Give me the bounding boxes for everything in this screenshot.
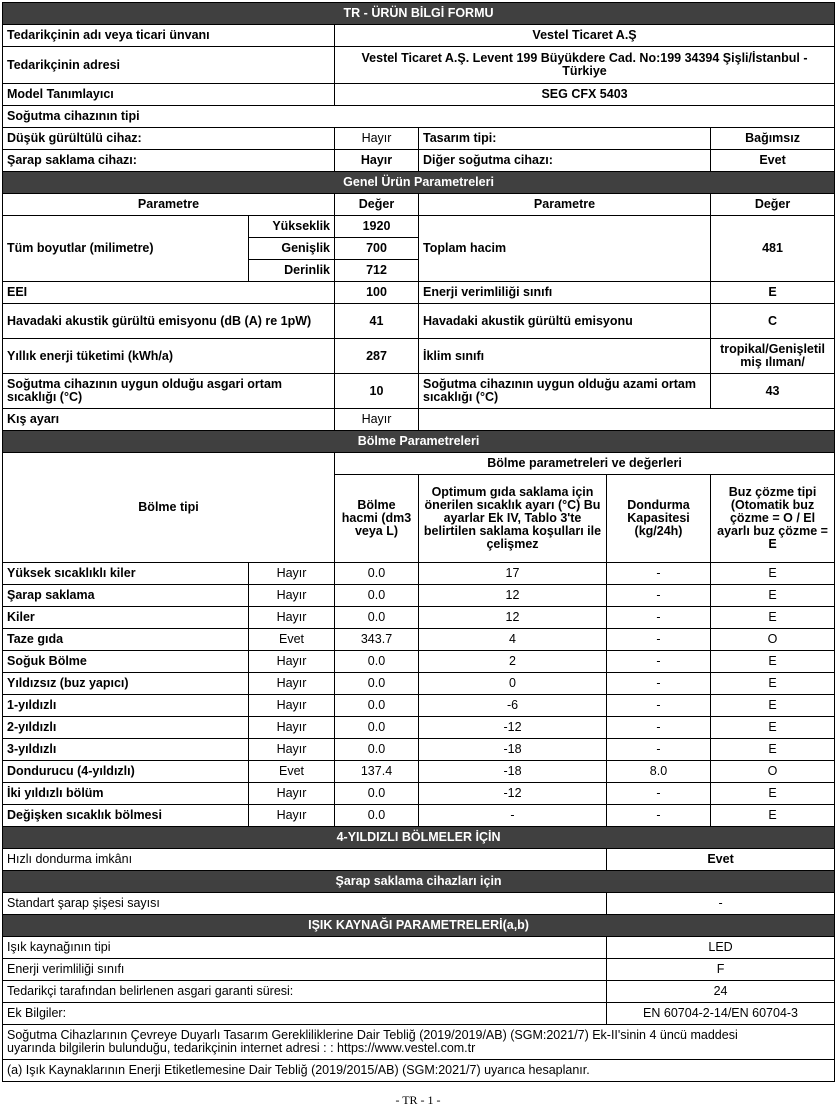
- compartment-defrost: O: [711, 761, 835, 783]
- form-title: TR - ÜRÜN BİLGİ FORMU: [3, 3, 835, 25]
- product-info-form: [2, 2, 835, 1082]
- eei-value: 100: [335, 282, 419, 304]
- table-row: [3, 651, 835, 673]
- compartment-present: Hayır: [249, 717, 335, 739]
- compartment-present: Hayır: [249, 739, 335, 761]
- compartment-defrost: E: [711, 673, 835, 695]
- wine-section-title: Şarap saklama cihazları için: [3, 871, 835, 893]
- compartment-present: Hayır: [249, 563, 335, 585]
- table-row: [3, 717, 835, 739]
- depth-label: Derinlik: [249, 260, 335, 282]
- design-type-value: Bağımsız: [711, 128, 835, 150]
- compartment-defrost: E: [711, 695, 835, 717]
- dimensions-label: Tüm boyutlar (milimetre): [3, 216, 249, 282]
- compartment-freeze: -: [607, 695, 711, 717]
- low-noise-label: Düşük gürültülü cihaz:: [3, 128, 335, 150]
- compartment-rows: [3, 563, 835, 827]
- supplier-address-value: [335, 47, 835, 84]
- compartment-present: Hayır: [249, 607, 335, 629]
- compartment-name: Şarap saklama: [3, 585, 249, 607]
- compartment-defrost: E: [711, 783, 835, 805]
- energy-class-value: E: [711, 282, 835, 304]
- compartment-name: 2-yıldızlı: [3, 717, 249, 739]
- compartment-present: Evet: [249, 629, 335, 651]
- compartment-freeze: -: [607, 563, 711, 585]
- eei-label: EEI: [3, 282, 335, 304]
- compartment-temp: -12: [419, 717, 607, 739]
- compartment-freeze: -: [607, 629, 711, 651]
- compartment-present: Hayır: [249, 585, 335, 607]
- compartment-type-header: Bölme tipi: [3, 453, 335, 563]
- compartment-defrost: E: [711, 717, 835, 739]
- compartment-temp: 12: [419, 585, 607, 607]
- model-label: Model Tanımlayıcı: [3, 84, 335, 106]
- other-appliance-label: Diğer soğutma cihazı:: [419, 150, 711, 172]
- volume-header: Bölme hacmi (dm3 veya L): [335, 475, 419, 563]
- wine-appliance-label: Şarap saklama cihazı:: [3, 150, 335, 172]
- light-section-title: IŞIK KAYNAĞI PARAMETRELERİ(a,b): [3, 915, 835, 937]
- compartment-present: Hayır: [249, 805, 335, 827]
- compartment-freeze: -: [607, 783, 711, 805]
- annual-energy-label: Yıllık enerji tüketimi (kWh/a): [3, 339, 335, 374]
- param-header-right: Parametre: [419, 194, 711, 216]
- compartment-freeze: -: [607, 585, 711, 607]
- compartment-defrost: E: [711, 651, 835, 673]
- compartment-name: Kiler: [3, 607, 249, 629]
- compartment-defrost: E: [711, 805, 835, 827]
- other-appliance-value: Evet: [711, 150, 835, 172]
- compartment-temp: 4: [419, 629, 607, 651]
- table-row: [3, 783, 835, 805]
- fast-freeze-value: Evet: [607, 849, 835, 871]
- compartment-temp: 12: [419, 607, 607, 629]
- compartment-params-header: Bölme parametreleri ve değerleri: [335, 453, 835, 475]
- light-class-value: F: [607, 959, 835, 981]
- empty-cell: [419, 409, 835, 431]
- compartment-temp: -18: [419, 739, 607, 761]
- defrost-type-header: Buz çözme tipi (Otomatik buz çözme = O / El ayarlı buz çözme = E: [711, 475, 835, 563]
- compartment-name: Yıldızsız (buz yapıcı): [3, 673, 249, 695]
- max-temp-label: Soğutma cihazının uygun olduğu azami ortam sıcaklığı (°C): [419, 374, 711, 409]
- compartment-name: 3-yıldızlı: [3, 739, 249, 761]
- param-header-left: Parametre: [3, 194, 335, 216]
- noise-value: 41: [335, 304, 419, 339]
- table-row: [3, 761, 835, 783]
- compartment-volume: 0.0: [335, 563, 419, 585]
- compartment-freeze: -: [607, 607, 711, 629]
- table-row: [3, 673, 835, 695]
- compartment-defrost: E: [711, 739, 835, 761]
- light-class-label: Enerji verimliliği sınıfı: [3, 959, 607, 981]
- table-row: [3, 739, 835, 761]
- compartment-freeze: -: [607, 673, 711, 695]
- supplier-name-label: Tedarikçinin adı veya ticari ünvanı: [3, 25, 335, 47]
- page-number: - TR - 1 -: [395, 1093, 441, 1107]
- max-temp-value: 43: [711, 374, 835, 409]
- compartment-temp: -18: [419, 761, 607, 783]
- wine-appliance-value: Hayır: [335, 150, 419, 172]
- noise-label: Havadaki akustik gürültü emisyonu (dB (A) re 1pW): [3, 304, 335, 339]
- width-value: 700: [335, 238, 419, 260]
- total-volume-value: 481: [711, 216, 835, 282]
- extra-info-label: Ek Bilgiler:: [3, 1003, 607, 1025]
- width-label: Genişlik: [249, 238, 335, 260]
- compartment-temp: -: [419, 805, 607, 827]
- compartment-temp: -12: [419, 783, 607, 805]
- noise-class-value: C: [711, 304, 835, 339]
- annual-energy-value: 287: [335, 339, 419, 374]
- compartment-temp: 0: [419, 673, 607, 695]
- compartment-name: Dondurucu (4-yıldızlı): [3, 761, 249, 783]
- compartment-volume: 343.7: [335, 629, 419, 651]
- min-temp-label: Soğutma cihazının uygun olduğu asgari ortam sıcaklığı (°C): [3, 374, 335, 409]
- address-line-2: Türkiye: [562, 64, 607, 78]
- climate-line-2: miş ılıman/: [740, 355, 805, 369]
- compartment-section-title: Bölme Parametreleri: [3, 431, 835, 453]
- compartment-temp: -6: [419, 695, 607, 717]
- compartment-temp: 2: [419, 651, 607, 673]
- compartment-volume: 0.0: [335, 651, 419, 673]
- climate-class-value: [711, 339, 835, 374]
- climate-class-label: İklim sınıfı: [419, 339, 711, 374]
- compartment-volume: 0.0: [335, 739, 419, 761]
- energy-class-label: Enerji verimliliği sınıfı: [419, 282, 711, 304]
- address-line-1: Vestel Ticaret A.Ş. Levent 199 Büyükdere Cad. No:199 34394 Şişli/İstanbul -: [361, 51, 808, 65]
- compartment-temp: 17: [419, 563, 607, 585]
- compartment-present: Hayır: [249, 695, 335, 717]
- compartment-name: 1-yıldızlı: [3, 695, 249, 717]
- table-row: [3, 607, 835, 629]
- four-star-section-title: 4-YILDIZLI BÖLMELER İÇİN: [3, 827, 835, 849]
- warranty-value: 24: [607, 981, 835, 1003]
- fast-freeze-label: Hızlı dondurma imkânı: [3, 849, 607, 871]
- compartment-volume: 0.0: [335, 783, 419, 805]
- compartment-freeze: -: [607, 805, 711, 827]
- compartment-volume: 0.0: [335, 695, 419, 717]
- compartment-name: Taze gıda: [3, 629, 249, 651]
- compartment-present: Hayır: [249, 783, 335, 805]
- note-line-1: Soğutma Cihazlarının Çevreye Duyarlı Tasarım Gerekliliklerine Dair Tebliğ (2019/2019/AB) (SGM:2021/7) Ek-II'sinin 4 üncü maddesi: [7, 1028, 738, 1042]
- compartment-name: Soğuk Bölme: [3, 651, 249, 673]
- compartment-defrost: E: [711, 563, 835, 585]
- compartment-freeze: -: [607, 651, 711, 673]
- warranty-label: Tedarikçi tarafından belirlenen asgari garanti süresi:: [3, 981, 607, 1003]
- extra-info-value: EN 60704-2-14/EN 60704-3: [607, 1003, 835, 1025]
- value-header-left: Değer: [335, 194, 419, 216]
- compartment-freeze: -: [607, 717, 711, 739]
- regulation-note: [3, 1025, 835, 1060]
- climate-line-1: tropikal/Genişletil: [720, 342, 825, 356]
- note-line-2: uyarında bilgilerin bulunduğu, tedarikçinin internet adresi : : https://www.vestel.com.tr: [7, 1041, 476, 1055]
- table-row: [3, 585, 835, 607]
- compartment-volume: 0.0: [335, 673, 419, 695]
- table-row: [3, 563, 835, 585]
- noise-class-label: Havadaki akustik gürültü emisyonu: [419, 304, 711, 339]
- compartment-present: Evet: [249, 761, 335, 783]
- compartment-defrost: O: [711, 629, 835, 651]
- supplier-address-label: Tedarikçinin adresi: [3, 47, 335, 84]
- total-volume-label: Toplam hacim: [419, 216, 711, 282]
- min-temp-value: 10: [335, 374, 419, 409]
- table-row: [3, 695, 835, 717]
- winter-setting-label: Kış ayarı: [3, 409, 335, 431]
- compartment-volume: 0.0: [335, 607, 419, 629]
- height-label: Yükseklik: [249, 216, 335, 238]
- low-noise-value: Hayır: [335, 128, 419, 150]
- freeze-capacity-header: Dondurma Kapasitesi (kg/24h): [607, 475, 711, 563]
- compartment-defrost: E: [711, 607, 835, 629]
- table-row: [3, 629, 835, 651]
- footnote-a: (a) Işık Kaynaklarının Enerji Etiketlemesine Dair Tebliğ (2019/2015/AB) (SGM:2021/7) uyarıca hesaplanır.: [3, 1060, 835, 1082]
- compartment-volume: 0.0: [335, 717, 419, 739]
- supplier-name-value: Vestel Ticaret A.Ş: [335, 25, 835, 47]
- winter-setting-value: Hayır: [335, 409, 419, 431]
- compartment-freeze: -: [607, 739, 711, 761]
- light-type-label: Işık kaynağının tipi: [3, 937, 607, 959]
- compartment-name: İki yıldızlı bölüm: [3, 783, 249, 805]
- compartment-volume: 137.4: [335, 761, 419, 783]
- appliance-type-label: Soğutma cihazının tipi: [3, 106, 835, 128]
- table-row: [3, 805, 835, 827]
- model-value: SEG CFX 5403: [335, 84, 835, 106]
- depth-value: 712: [335, 260, 419, 282]
- general-section-title: Genel Ürün Parametreleri: [3, 172, 835, 194]
- wine-bottles-value: -: [607, 893, 835, 915]
- compartment-name: Değişken sıcaklık bölmesi: [3, 805, 249, 827]
- compartment-present: Hayır: [249, 651, 335, 673]
- compartment-volume: 0.0: [335, 585, 419, 607]
- compartment-name: Yüksek sıcaklıklı kiler: [3, 563, 249, 585]
- light-type-value: LED: [607, 937, 835, 959]
- compartment-volume: 0.0: [335, 805, 419, 827]
- temp-header: Optimum gıda saklama için önerilen sıcaklık ayarı (°C) Bu ayarlar Ek IV, Tablo 3'te belirtilen saklama koşulları ile çelişmez: [419, 475, 607, 563]
- wine-bottles-label: Standart şarap şişesi sayısı: [3, 893, 607, 915]
- compartment-present: Hayır: [249, 673, 335, 695]
- compartment-freeze: 8.0: [607, 761, 711, 783]
- height-value: 1920: [335, 216, 419, 238]
- design-type-label: Tasarım tipi:: [419, 128, 711, 150]
- compartment-defrost: E: [711, 585, 835, 607]
- value-header-right: Değer: [711, 194, 835, 216]
